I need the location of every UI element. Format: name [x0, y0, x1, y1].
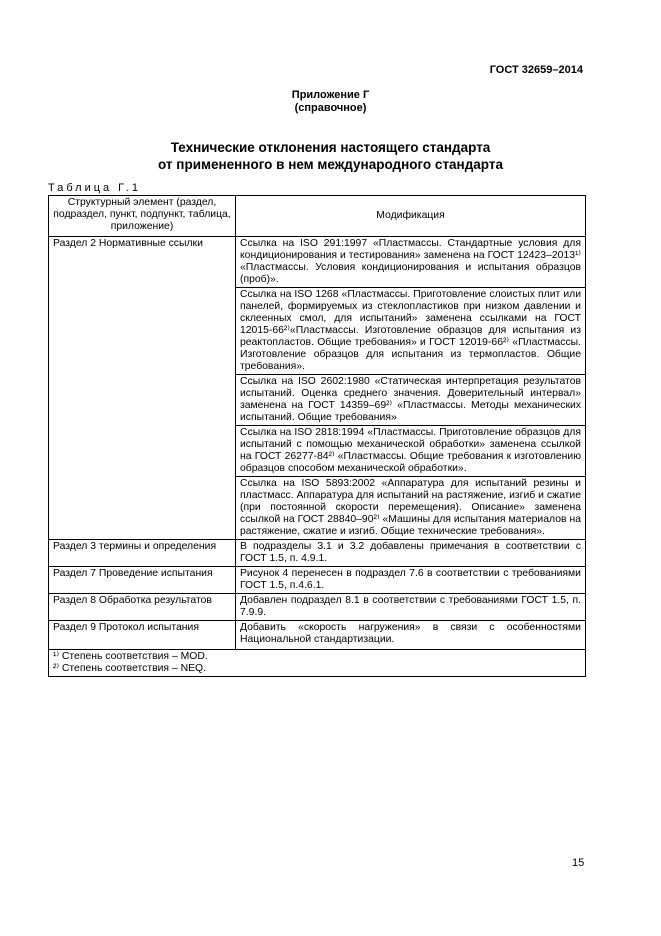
- standard-number: ГОСТ 32659–2014: [489, 64, 583, 76]
- row-modification: Ссылка на ISO 291:1997 «Пластмассы. Стандартные условия для кондиционирования и тестирования» заменена на ГОСТ 12423–2013¹⁾ «Пластмассы. Условия кондиционирования и испытания образцов (проб)».: [236, 237, 586, 288]
- row-element: Раздел 7 Проведение испытания: [49, 567, 236, 594]
- row-modification: Рисунок 4 перенесен в подраздел 7.6 в соответствии с требованиями ГОСТ 1.5, п.4.6.1.: [236, 567, 586, 594]
- table-row: [49, 621, 586, 650]
- table-caption: Таблица Г.1: [48, 182, 141, 194]
- footnotes-row: [49, 650, 586, 677]
- row-element: Раздел 2 Нормативные ссылки: [49, 237, 236, 540]
- title-line-1: Технические отклонения настоящего стандарта: [170, 140, 491, 155]
- column-header-element: Структурный элемент (раздел, подраздел, пункт, подпункт, таблица, приложение): [49, 196, 236, 237]
- page-number: 15: [572, 857, 585, 869]
- table-header-row: [49, 196, 586, 237]
- table-row: [49, 237, 586, 288]
- appendix-name: Приложение Г: [291, 89, 370, 101]
- row-modification: Добавлен подраздел 8.1 в соответствии с требованиями ГОСТ 1.5, п. 7.9.9.: [236, 594, 586, 621]
- table-row: [49, 567, 586, 594]
- row-modification: Ссылка на ISO 2602:1980 «Статическая интерпретация результатов испытаний. Оценка среднего значения. Доверительный интервал» заменена на ГОСТ 14359–69²⁾ «Пластмассы. Методы механических испытаний. Общие требования»: [236, 375, 586, 426]
- row-modification: Ссылка на ISO 1268 «Пластмассы. Приготовление слоистых плит или панелей, формируемых из стеклопластиков при низком давлении и склеенных смол, для испытаний» заменена ссылками на ГОСТ 12015-66²⁾«Пластмассы. Изготовление образцов для испытания из реактопластов. Общие требования» и ГОСТ 12019-66²⁾ «Пластмассы. Изготовление образцов для испытания из термопластов. Общие требования».: [236, 288, 586, 375]
- footnote-2: ²⁾ Степень соответствия – NEQ.: [53, 663, 207, 674]
- row-modification: Ссылка на ISO 2818:1994 «Пластмассы. Приготовление образцов для испытаний с помощью механической обработки» заменена ссылкой на ГОСТ 26277-84²⁾ «Пластмассы. Общие требования к изготовлению образцов способом механической обработки».: [236, 426, 586, 477]
- table-row: [49, 594, 586, 621]
- table-row: [49, 540, 586, 567]
- footnote-1: ¹⁾ Степень соответствия – MOD.: [53, 651, 208, 662]
- column-header-modification: Модификация: [236, 196, 586, 237]
- modifications-table: [48, 195, 586, 677]
- row-element: Раздел 8 Обработка результатов: [49, 594, 236, 621]
- row-element: Раздел 3 термины и определения: [49, 540, 236, 567]
- title-line-2: от примененного в нем международного стандарта: [158, 157, 503, 172]
- row-modification: В подразделы 3.1 и 3.2 добавлены примечания в соответствии с ГОСТ 1.5, п. 4.9.1.: [236, 540, 586, 567]
- row-modification: Ссылка на ISO 5893:2002 «Аппаратура для испытаний резины и пластмасс. Аппаратура для испытаний на растяжение, изгиб и сжатие (при постоянной скорости перемещения). Описание» заменена ссылкой на ГОСТ 28840–90²⁾ «Машины для испытания материалов на растяжение, сжатие и изгиб. Общие технические требования».: [236, 477, 586, 540]
- row-element: Раздел 9 Протокол испытания: [49, 621, 236, 650]
- row-modification: Добавить «скорость нагружения» в связи с особенностями Национальной стандартизации.: [236, 621, 586, 650]
- appendix-kind: (справочное): [294, 102, 367, 114]
